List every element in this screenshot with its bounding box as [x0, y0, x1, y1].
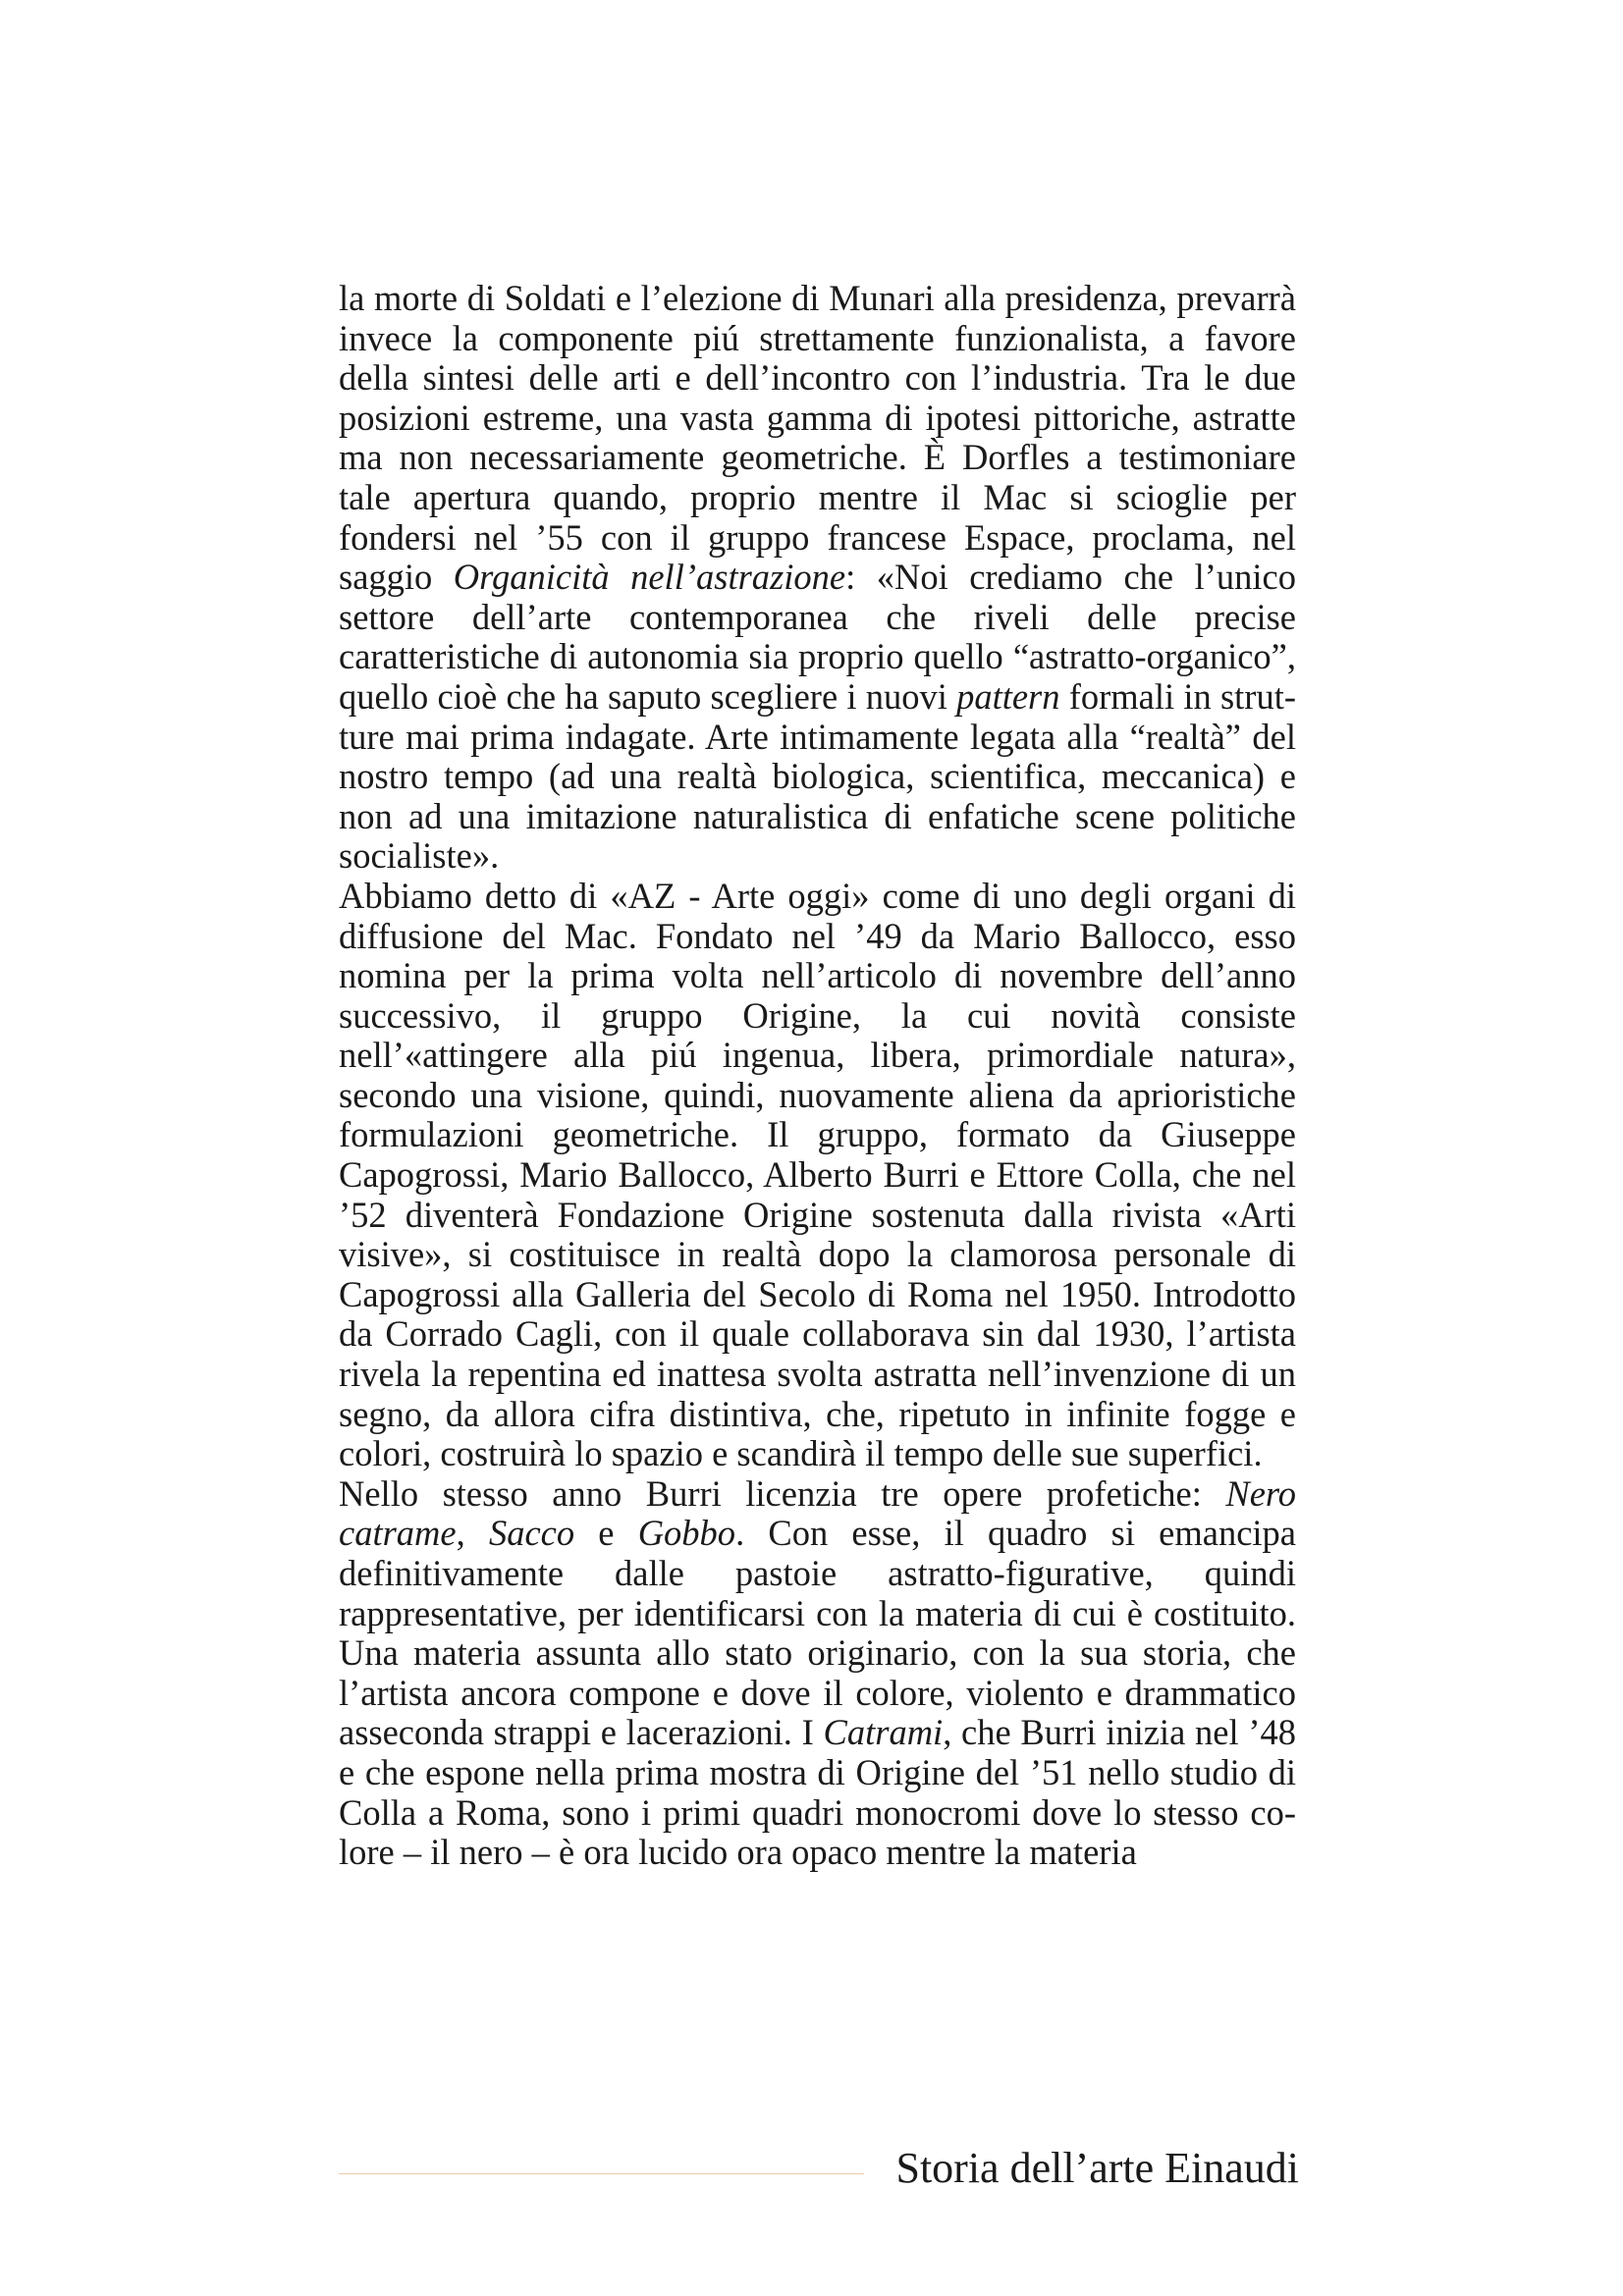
- paragraph-2: [339, 877, 1296, 1474]
- term-pattern: pattern: [956, 675, 1060, 717]
- artwork-title-gobbo: Gobbo: [637, 1513, 736, 1554]
- artwork-title-catrami: Catrami: [823, 1712, 944, 1753]
- text-segment: Abbiamo detto di «AZ - Arte oggi» come di uno degli organi di diffusione del Mac. Fondato nel ’49 da Mario Ballocco, esso nomina per la prima volta nell’articolo di novembre dell’anno successivo, il gruppo Origine, la cui novità consiste nell’«attingere alla piú ingenua, libera, primordiale natura», secondo una visione, quindi, nuovamente aliena da aprioristiche formulazioni geometriche. Il gruppo, formato da Giuseppe Capogrossi, Mario Ballocco, Alberto Burri e Ettore Colla, che nel ’52 diventerà Fondazione Origine sostenuta dalla rivista «Arti visive», si costituisce in realtà dopo la clamorosa personale di Capogrossi alla Galleria del Secolo di Roma nel 1950. Introdotto da Corrado Cagli, con il quale collaborava sin dal 1930, l’artista rivela la repentina ed inattesa svolta astratta nell’invenzione di un segno, da allora cifra distintiva, che, ripetuto in infinite fogge e colori, costruirà lo spazio e scandirà il tempo delle sue superfici.: [339, 875, 1296, 1474]
- artwork-title-sacco: Sacco: [488, 1513, 575, 1554]
- text-segment: , che Burri inizia nel ’48 e che espone nella prima mostra di Origine del ’51 nello studio di Colla a Roma, sono i primi quadri monocromi dove lo stesso colore – il nero – è ora lucido ora opaco mentre la materia: [339, 1712, 1296, 1873]
- book-title-organicita: Organicità nell’astrazione: [453, 557, 846, 598]
- text-segment: e: [574, 1513, 638, 1554]
- text-segment: la morte di Soldati e l’elezione di Munari alla presidenza, prevarrà invece la componente piú strettamente funzionalista, a favore della sintesi delle arti e dell’incontro con l’industria. Tra le due posizioni estreme, una vasta gamma di ipotesi pittoriche, astratte ma non necessariamente geometriche. È Dorfles a testimoniare tale apertura quando, proprio mentre il Mac si scioglie per fondersi nel ’55 con il gruppo francese Espace, proclama, nel saggio: [339, 278, 1296, 598]
- text-segment: formali in strutture mai prima indagate. Arte intimamente legata alla “realtà” del nostro tempo (ad una realtà biologica, scientifica, meccanica) e non ad una imitazione naturalistica di enfatiche scene politiche socialiste».: [339, 675, 1296, 877]
- footer-rule: [339, 2173, 864, 2174]
- text-segment: : «Noi crediamo che l’unico settore dell’arte contemporanea che riveli delle precise caratteristiche di autonomia sia proprio quello “astratto-organico”, quello cioè che ha saputo scegliere i nuovi: [339, 557, 1296, 717]
- text-segment: ,: [456, 1513, 489, 1554]
- text-segment: Nello stesso anno Burri licenzia tre opere profetiche:: [339, 1472, 1226, 1514]
- footer-title: Storia dell’arte Einaudi: [895, 2144, 1299, 2192]
- artwork-title-nero-catrame: Nero catrame: [339, 1472, 1296, 1554]
- paragraph-1: [339, 279, 1296, 877]
- text-segment: . Con esse, il quadro si emancipa definitivamente dalle pastoie astratto-figurative, quindi rappresentative, per identificarsi con la materia di cui è costituito. Una materia assunta allo stato originario, con la sua storia, che l’artista ancora compone e dove il colore, violento e drammatico asseconda strappi e lacerazioni. I: [339, 1513, 1296, 1753]
- paragraph-3: [339, 1474, 1296, 1873]
- page-body: [339, 279, 1296, 1873]
